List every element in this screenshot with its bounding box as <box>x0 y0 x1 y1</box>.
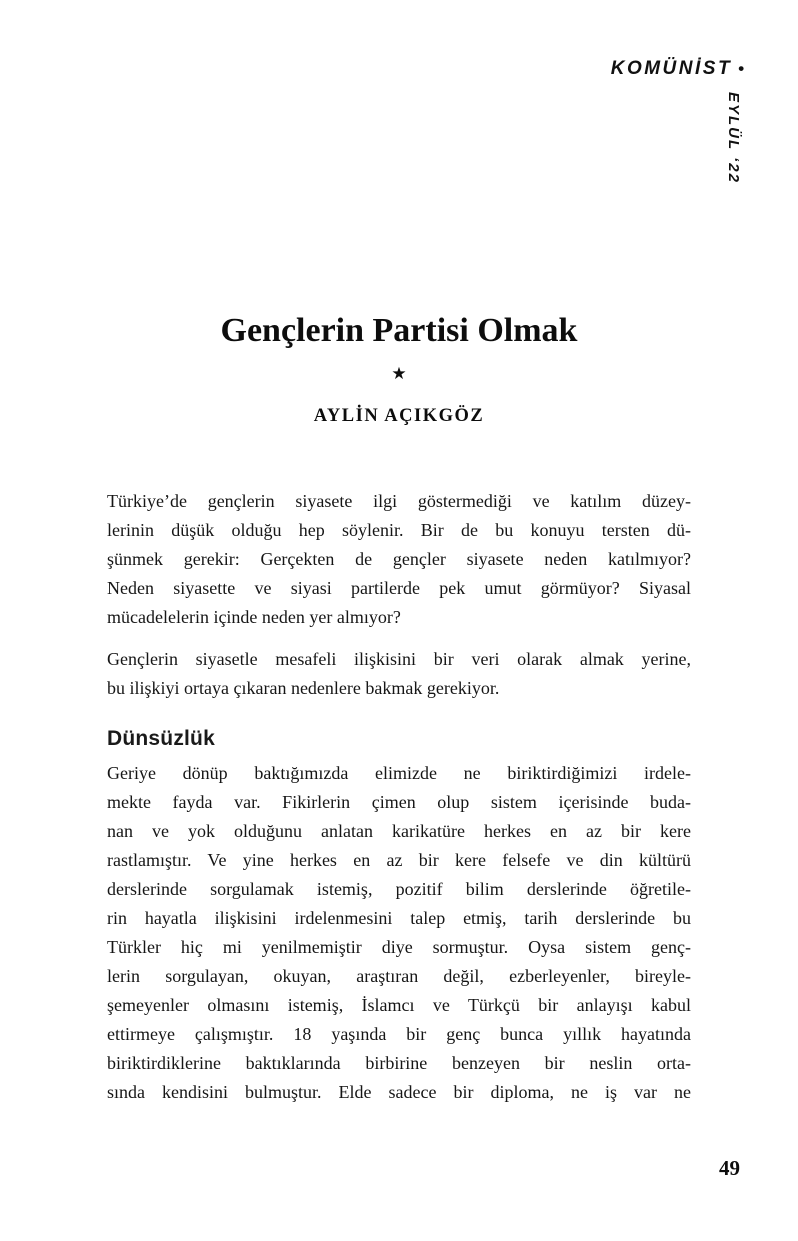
text-line: rastlamıştır. Ve yine herkes en az bir kere felsefe ve din kültürü <box>107 850 691 870</box>
masthead <box>611 58 744 80</box>
author-name: AYLİN AÇIKGÖZ <box>313 406 485 426</box>
intro-paragraph <box>107 487 691 632</box>
text-line: şünmek gerekir: Gerçekten de gençler siyasete neden katılmıyor? <box>107 549 691 569</box>
text-line: mücadelelerin içinde neden yer almıyor? <box>107 607 401 627</box>
text-line: lerinin düşük olduğu hep söylenir. Bir de bu konuyu tersten dü- <box>107 520 691 540</box>
text-line: Neden siyasette ve siyasi partilerde pek umut görmüyor? Siyasal <box>107 578 691 598</box>
text-line: Türkler hiç mi yenilmemiştir diye sormuştur. Oysa sistem genç- <box>107 937 691 957</box>
text-line: şemeyenler olmasını istemiş, İslamcı ve Türkçü bir anlayışı kabul <box>107 995 691 1015</box>
text-line: sında kendisini bulmuştur. Elde sadece bir diploma, ne iş var ne <box>107 1082 691 1102</box>
article-title: Gençlerin Partisi Olmak <box>220 312 578 349</box>
text-line: Gençlerin siyasetle mesafeli ilişkisini bir veri olarak almak yerine, <box>107 649 691 669</box>
text-line: nan ve yok olduğunu anlatan karikatüre herkes en az bir kere <box>107 821 691 841</box>
star-ornament: ★ <box>391 364 407 383</box>
intro-paragraph <box>107 645 691 703</box>
page-number: 49 <box>719 1156 740 1180</box>
text-line: bu ilişkiyi ortaya çıkaran nedenlere bakmak gerekiyor. <box>107 678 500 698</box>
text-line: rin hayatla ilişkisini irdelenmesini talep etmiş, tarih derslerinde bu <box>107 908 691 928</box>
text-line: lerin sorgulayan, okuyan, araştıran değil, ezberleyenler, bireyle- <box>107 966 691 986</box>
edition-date-vertical: EYLÜL ‘22 <box>725 92 742 184</box>
text-line: derslerinde sorgulamak istemiş, pozitif bilim derslerinde öğretile- <box>107 879 691 899</box>
text-line: biriktirdiklerine baktıklarında birbirine benzeyen bir neslin orta- <box>107 1053 691 1073</box>
text-line: Geriye dönüp baktığımızda elimizde ne biriktirdiğimizi irdele- <box>107 763 691 783</box>
masthead-bullet: • <box>738 59 744 78</box>
text-line: mekte fayda var. Fikirlerin çimen olup sistem içerisinde buda- <box>107 792 691 812</box>
body-text-column <box>107 487 691 1107</box>
text-line: ettirmeye çalışmıştır. 18 yaşında bir genç bunca yıllık hayatında <box>107 1024 691 1044</box>
body-paragraph <box>107 759 691 1107</box>
masthead-title: KOMÜNİST <box>610 58 733 79</box>
text-line: Türkiye’de gençlerin siyasete ilgi göstermediği ve katılım düzey- <box>107 491 691 511</box>
section-heading: Dünsüzlük <box>107 727 215 750</box>
